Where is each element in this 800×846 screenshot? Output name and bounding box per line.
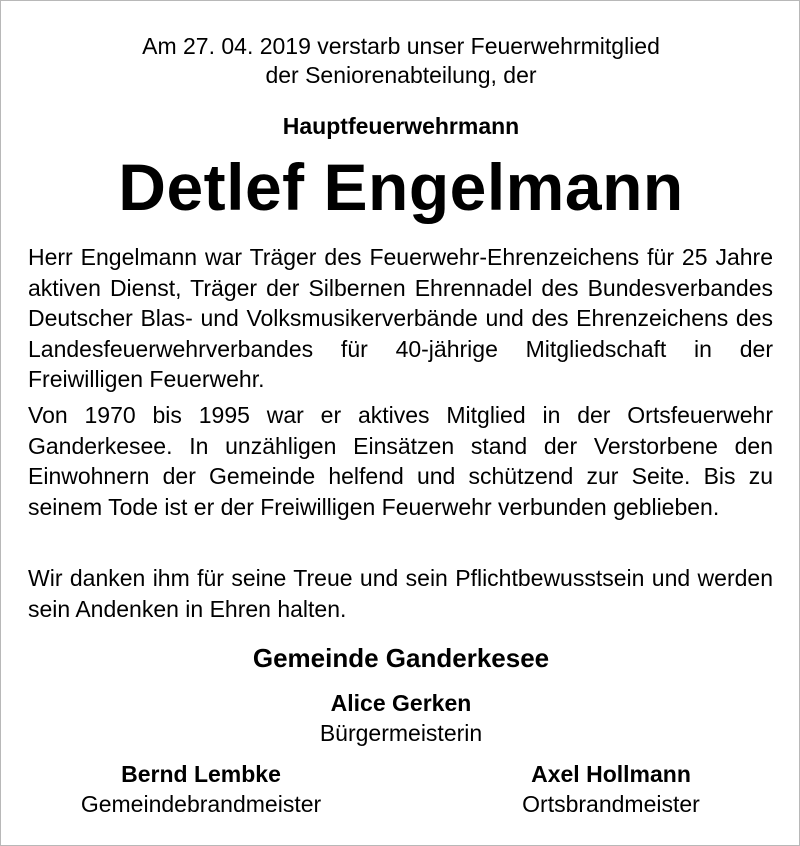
intro-line-1: Am 27. 04. 2019 verstarb unser Feuerwehrmitglied <box>142 33 660 59</box>
signer-name: Bernd Lembke <box>121 761 281 787</box>
intro-line-2: der Seniorenabteilung, der <box>265 62 537 88</box>
signer-role: Ortsbrandmeister <box>522 791 700 817</box>
paragraph-thanks: Wir danken ihm für seine Treue und sein Pflichtbewusstsein und werden sein Andenken in Ehren halten. <box>28 565 773 622</box>
signer-mayor <box>251 688 551 748</box>
paragraph-service: Von 1970 bis 1995 war er aktives Mitglied in der Ortsfeuerwehr Ganderkesee. In unzähligen Einsätzen stand der Verstorbene den Einwohnern der Gemeinde helfend und schützend zur Seite. Bis zu seinem Tode ist er der Freiwilligen Feuerwehr verbunden geblieben. <box>28 402 773 520</box>
deceased-name: Detlef Engelmann <box>118 150 684 224</box>
deceased-rank: Hauptfeuerwehrmann <box>282 113 520 139</box>
organization-name: Gemeinde Ganderkesee <box>252 643 550 673</box>
signer-fire-chief-local <box>441 759 781 819</box>
paragraph-honors: Herr Engelmann war Träger des Feuerwehr-Ehrenzeichens für 25 Jahre aktiven Dienst, Träger der Silbernen Ehrennadel des Bundesverbandes Deutscher Blas- und Volksmusikerverbände und des Ehrenzeichens des Landesfeuerwehrverbandes für 40-jährige Mitgliedschaft in der Freiwilligen Feuerwehr. <box>28 244 773 393</box>
signer-name: Alice Gerken <box>330 690 472 716</box>
signer-role: Bürgermeisterin <box>319 720 483 746</box>
signer-fire-chief-municipal <box>31 759 371 819</box>
signer-role: Gemeindebrandmeister <box>80 791 322 817</box>
signer-name: Axel Hollmann <box>531 761 691 787</box>
